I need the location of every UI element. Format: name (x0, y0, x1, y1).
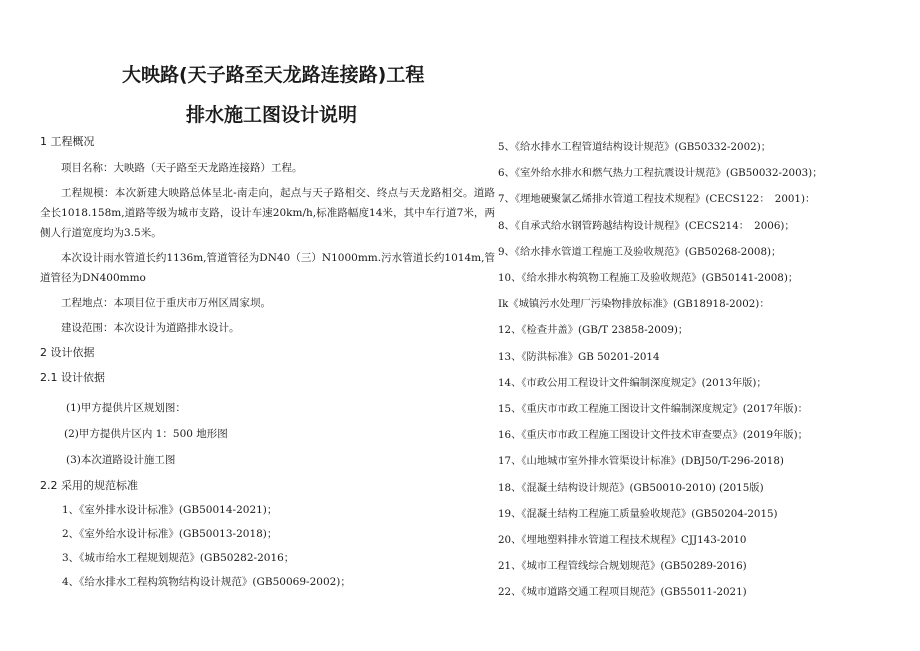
standard-item: 15、《重庆市市政工程施工图设计文件编制深度规定》(2017年版)： (498, 403, 808, 416)
standard-item: 20、《埋地塑料排水管道工程技术规程》CJJ143-2010 (498, 534, 747, 547)
standard-item: 4、《给水排水工程构筑物结构设计规范》(GB50069-2002)； (62, 576, 351, 588)
standard-item: 19、《混凝土结构工程施工质量验收规范》(GB50204-2015) (498, 507, 778, 520)
section-1-heading: 1 工程概况 (40, 135, 95, 148)
project-name-paragraph: 项目名称：大映路（天子路至天龙路连接路）工程。 (61, 162, 303, 174)
standard-item: 5、《给水排水工程管道结构设计规范》(GB50332-2002)； (498, 141, 772, 153)
standard-item: 17、《山地城市室外排水管渠设计标准》(DBJ50/T-296-2018) (498, 455, 784, 468)
document-title: 大映路(天子路至天龙路连接路)工程 (122, 64, 425, 86)
section-2-heading: 2 设计依据 (40, 346, 95, 359)
section-2-2-heading: 2.2 采用的规范标准 (40, 479, 138, 492)
basis-item: (3)本次道路设计施工图 (66, 454, 176, 466)
pipe-design-paragraph: 本次设计雨水管道长约1136m,管道管径为DN40（三）N1000mm.污水管道长约1014m,管道管径为DN400mmo (40, 252, 495, 284)
standard-item: 6、《室外给水排水和燃气热力工程抗震设计规范》(GB50032-2003)； (498, 167, 823, 180)
standard-item: 3、《城市给水工程规划规范》(GB50282-2016； (62, 552, 295, 564)
basis-item: (1)甲方提供片区规划图： (66, 402, 186, 414)
standard-item: 14、《市政公用工程设计文件编制深度规定》(2013年版)； (498, 376, 767, 389)
standard-item: Ik《城镇污水处理厂污染物排放标准》(GB18918-2002)： (498, 298, 770, 311)
project-scale-paragraph: 工程规模：本次新建大映路总体呈北-南走向，起点与天子路相交、终点与天龙路相交。道路全长1018.158m,道路等级为城市支路，设计车速20km/h,标准路幅度14米，其中车行道7米，两侧人行道宽度均为3.5米。 (40, 187, 495, 239)
standard-item: 18、《混凝土结构设计规范》(GB50010-2010) (2015版) (498, 481, 764, 494)
standard-item: 13、《防洪标准》GB 50201-2014 (498, 350, 660, 363)
standard-item: 7、《埋地硬聚氯乙烯排水管道工程技术规程》(CECS122： 2001)： (498, 193, 816, 206)
standard-item: 8、《自承式给水钢管跨越结构设计规程》(CECS214： 2006)； (498, 219, 795, 232)
right-column (498, 134, 898, 606)
left-column (40, 132, 495, 592)
construction-scope-paragraph: 建设范围：本次设计为道路排水设计。 (61, 322, 240, 334)
standard-item: 10、《给水排水构筑物工程施工及验收规范》(GB50141-2008)； (498, 272, 799, 285)
standard-item: 2、《室外给水设计标准》(GB50013-2018)； (62, 528, 278, 540)
section-2-1-heading: 2.1 设计依据 (40, 371, 105, 384)
standard-item: 1、《室外排水设计标准》(GB50014-2021)； (62, 504, 278, 516)
standard-item: 22、《城市道路交通工程项目规范》(GB55011-2021) (498, 586, 747, 599)
standard-item: 12、《检查井盖》(GB/T 23858-2009)； (498, 324, 689, 337)
project-location-paragraph: 工程地点：本项目位于重庆市万州区周家坝。 (61, 297, 271, 309)
standard-item: 16、《重庆市市政工程施工图设计文件技术审查要点》(2019年版)； (498, 429, 808, 442)
standard-item: 9、《给水排水管道工程施工及验收规范》(GB50268-2008)； (498, 245, 782, 258)
standard-item: 21、《城市工程管线综合规划规范》(GB50289-2016) (498, 560, 747, 573)
document-subtitle: 排水施工图设计说明 (186, 104, 358, 126)
basis-item: (2)甲方提供片区内 1：500 地形图 (64, 428, 228, 440)
